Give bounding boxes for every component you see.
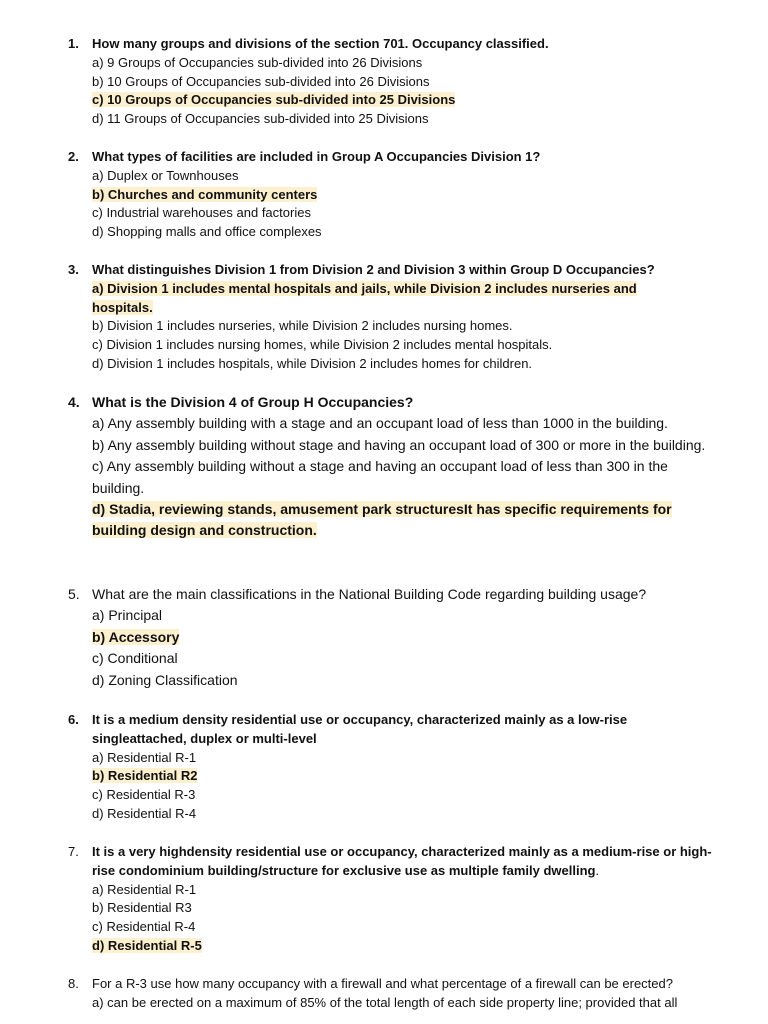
question-stem: It is a medium density residential use or occupancy, characterized mainly as a low-rise singleattached, duplex or multi-level xyxy=(92,712,628,746)
option-b: b) Residential R3 xyxy=(92,900,192,916)
option-c: c) Division 1 includes nursing homes, while Division 2 includes mental hospitals. xyxy=(92,337,553,353)
option-d-answer: d) Stadia, reviewing stands, amusement park structuresIt has specific requirements for building design and construction. xyxy=(92,501,672,539)
question-stem: For a R-3 use how many occupancy with a firewall and what percentage of a firewall can be erected? xyxy=(92,976,673,991)
option-d: d) Division 1 includes hospitals, while Division 2 includes homes for children. xyxy=(92,355,533,371)
option-a-answer: a) Division 1 includes mental hospitals and jails, while Division 2 includes nurseries and hospitals. xyxy=(92,280,637,315)
question-4 xyxy=(68,392,728,542)
question-number: 4. xyxy=(68,394,80,410)
option-b: b) Any assembly building without stage and having an occupant load of 300 or more in the building. xyxy=(92,436,706,453)
question-6 xyxy=(68,711,728,824)
question-stem: How many groups and divisions of the section 701. Occupancy classified. xyxy=(92,36,549,51)
question-number: 2. xyxy=(68,149,79,164)
option-d-answer: d) Residential R-5 xyxy=(92,937,202,953)
option-c: c) Industrial warehouses and factories xyxy=(92,205,311,221)
option-b-answer: b) Accessory xyxy=(92,628,180,645)
option-c: c) Conditional xyxy=(92,650,178,667)
question-7 xyxy=(68,843,728,956)
option-b: b) Division 1 includes nurseries, while Division 2 includes nursing homes. xyxy=(92,318,513,334)
option-a: a) Residential R-1 xyxy=(92,749,197,765)
question-number: 7. xyxy=(68,844,79,859)
question-number: 8. xyxy=(68,976,79,991)
question-3 xyxy=(68,261,728,374)
option-d: d) Zoning Classification xyxy=(92,671,238,688)
option-d: d) Residential R-4 xyxy=(92,805,197,821)
option-c: c) Any assembly building without a stage and having an occupant load of less than 300 in the building. xyxy=(92,458,668,496)
question-number: 6. xyxy=(68,712,79,727)
option-c-answer: c) 10 Groups of Occupancies sub-divided into 25 Divisions xyxy=(92,92,456,108)
question-stem: What is the Division 4 of Group H Occupancies? xyxy=(92,394,414,410)
question-stem-tail: . xyxy=(595,862,600,878)
option-b: b) 10 Groups of Occupancies sub-divided into 26 Divisions xyxy=(92,73,430,89)
option-a: a) can be erected on a maximum of 85% of the total length of each side property line; provided that all xyxy=(92,994,678,1010)
question-number: 5. xyxy=(68,586,80,602)
option-a: a) Duplex or Townhouses xyxy=(92,167,239,183)
option-a: a) 9 Groups of Occupancies sub-divided into 26 Divisions xyxy=(92,54,423,70)
question-stem: What distinguishes Division 1 from Division 2 and Division 3 within Group D Occupancies? xyxy=(92,262,655,277)
option-d: d) Shopping malls and office complexes xyxy=(92,224,322,240)
option-c: c) Residential R-4 xyxy=(92,919,196,935)
option-d: d) 11 Groups of Occupancies sub-divided into 25 Divisions xyxy=(92,111,429,127)
question-stem: What types of facilities are included in Group A Occupancies Division 1? xyxy=(92,149,541,164)
question-5 xyxy=(68,584,728,691)
option-a: a) Any assembly building with a stage and an occupant load of less than 1000 in the building. xyxy=(92,415,668,432)
option-b-answer: b) Residential R2 xyxy=(92,768,198,784)
option-b-answer: b) Churches and community centers xyxy=(92,186,318,202)
option-a: a) Residential R-1 xyxy=(92,881,197,897)
option-c: c) Residential R-3 xyxy=(92,787,196,803)
question-number: 1. xyxy=(68,36,79,51)
question-8 xyxy=(68,975,728,1013)
option-a: a) Principal xyxy=(92,607,163,624)
question-number: 3. xyxy=(68,262,79,277)
question-2 xyxy=(68,148,728,242)
question-stem: It is a very highdensity residential use or occupancy, characterized mainly as a medium-rise or high-rise condominium building/structure for exclusive use as multiple family dwelling xyxy=(92,844,712,878)
question-stem: What are the main classifications in the National Building Code regarding building usage? xyxy=(92,586,647,602)
question-1 xyxy=(68,35,728,129)
